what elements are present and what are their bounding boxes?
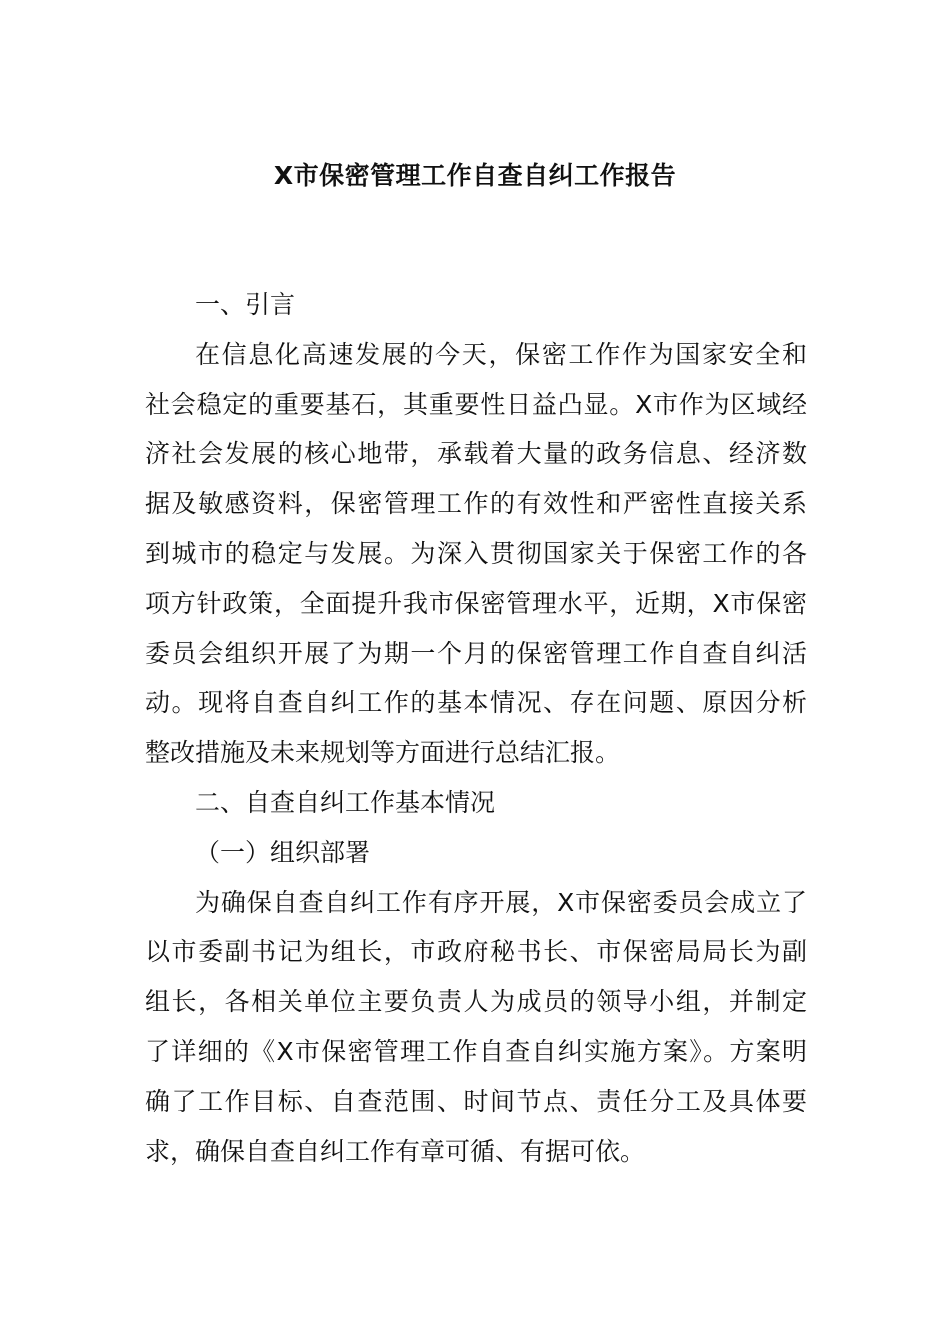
paragraph-line: 济社会发展的核心地带，承载着大量的政务信息、经济数 bbox=[145, 439, 807, 469]
paragraph-line: 以市委副书记为组长，市政府秘书长、市保密局局长为副 bbox=[145, 937, 807, 967]
paragraph-line: 社会稳定的重要基石，其重要性日益凸显。X市作为区域经 bbox=[145, 389, 807, 419]
intro-paragraph bbox=[145, 330, 807, 778]
paragraph-line: 了详细的《X市保密管理工作自查自纠实施方案》。方案明 bbox=[145, 1036, 807, 1066]
paragraph-line: 据及敏感资料，保密管理工作的有效性和严密性直接关系 bbox=[145, 489, 807, 519]
org-paragraph bbox=[145, 878, 807, 1177]
paragraph-line: 动。现将自查自纠工作的基本情况、存在问题、原因分析 bbox=[145, 688, 807, 718]
paragraph-line: 为确保自查自纠工作有序开展，X市保密委员会成立了 bbox=[195, 887, 807, 917]
paragraph-line: 组长，各相关单位主要负责人为成员的领导小组，并制定 bbox=[145, 987, 807, 1017]
paragraph-line: 在信息化高速发展的今天，保密工作作为国家安全和 bbox=[195, 339, 807, 369]
document-body bbox=[145, 280, 807, 1176]
paragraph-line: 确了工作目标、自查范围、时间节点、责任分工及具体要 bbox=[145, 1086, 807, 1116]
paragraph-line: 项方针政策，全面提升我市保密管理水平，近期，X市保密 bbox=[145, 588, 807, 618]
paragraph-line: 到城市的稳定与发展。为深入贯彻国家关于保密工作的各 bbox=[145, 538, 807, 568]
section-heading-basic: 二、自查自纠工作基本情况 bbox=[195, 787, 496, 817]
subsection-heading-org: （一）组织部署 bbox=[195, 837, 371, 867]
paragraph-line: 整改措施及未来规划等方面进行总结汇报。 bbox=[145, 738, 621, 768]
section-heading-intro: 一、引言 bbox=[195, 290, 296, 319]
document-title: X市保密管理工作自查自纠工作报告 bbox=[273, 161, 677, 190]
paragraph-line: 委员会组织开展了为期一个月的保密管理工作自查自纠活 bbox=[145, 638, 807, 668]
paragraph-line: 求，确保自查自纠工作有章可循、有据可依。 bbox=[145, 1136, 646, 1166]
